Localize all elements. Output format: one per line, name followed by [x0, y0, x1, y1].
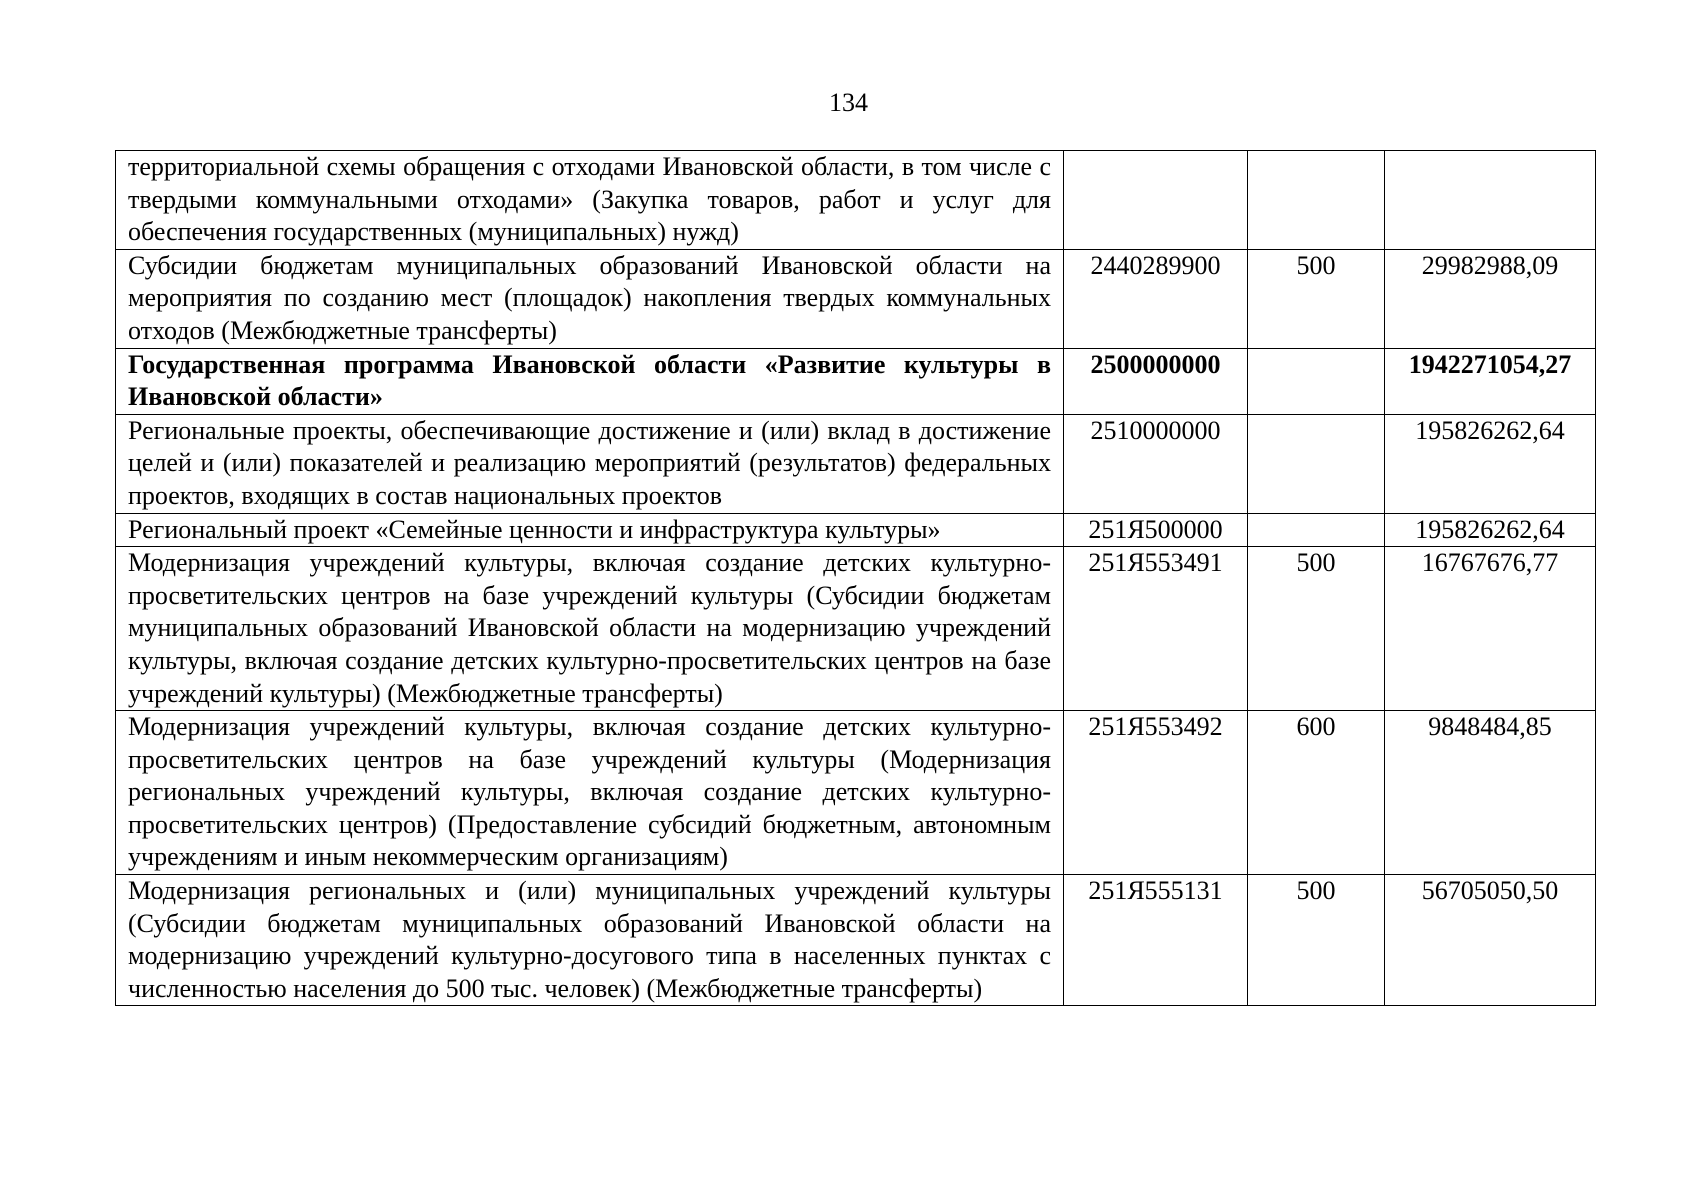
row-target-code — [1064, 151, 1248, 250]
row-amount: 195826262,64 — [1385, 513, 1596, 547]
row-amount: 29982988,09 — [1385, 249, 1596, 348]
row-expense-type: 500 — [1248, 547, 1385, 711]
row-target-code: 251Я553491 — [1064, 547, 1248, 711]
row-target-code: 2500000000 — [1064, 348, 1248, 414]
row-description: Государственная программа Ивановской области «Развитие культуры в Ивановской области» — [116, 348, 1064, 414]
row-description: Модернизация учреждений культуры, включая создание детских культурно-просветительских центров на базе учреждений культуры (Субсидии бюджетам муниципальных образований Ивановской области на модернизацию учреждений культуры, включая создание детских культурно-просветительских центров на базе учреждений культуры) (Межбюджетные трансферты) — [116, 547, 1064, 711]
row-target-code: 251Я555131 — [1064, 875, 1248, 1006]
row-description: Модернизация региональных и (или) муниципальных учреждений культуры (Субсидии бюджетам муниципальных образований Ивановской области на модернизацию учреждений культурно-досугового типа в населенных пунктах с численностью населения до 500 тыс. человек) (Межбюджетные трансферты) — [116, 875, 1064, 1006]
row-target-code: 2440289900 — [1064, 249, 1248, 348]
table-row-program-total — [116, 348, 1596, 414]
table-row — [116, 547, 1596, 711]
row-target-code: 2510000000 — [1064, 414, 1248, 513]
row-expense-type — [1248, 151, 1385, 250]
budget-table-body — [116, 151, 1596, 1006]
row-amount: 9848484,85 — [1385, 711, 1596, 875]
row-expense-type — [1248, 414, 1385, 513]
table-row — [116, 513, 1596, 547]
row-expense-type: 500 — [1248, 249, 1385, 348]
row-expense-type: 600 — [1248, 711, 1385, 875]
row-description: Субсидии бюджетам муниципальных образований Ивановской области на мероприятия по созданию мест (площадок) накопления твердых коммунальных отходов (Межбюджетные трансферты) — [116, 249, 1064, 348]
row-description: Региональные проекты, обеспечивающие достижение и (или) вклад в достижение целей и (или) показателей и реализацию мероприятий (результатов) федеральных проектов, входящих в состав национальных проектов — [116, 414, 1064, 513]
row-target-code: 251Я500000 — [1064, 513, 1248, 547]
row-amount: 56705050,50 — [1385, 875, 1596, 1006]
table-row — [116, 249, 1596, 348]
row-description: Модернизация учреждений культуры, включая создание детских культурно-просветительских центров на базе учреждений культуры (Модернизация региональных учреждений культуры, включая создание детских культурно-просветительских центров) (Предоставление субсидий бюджетным, автономным учреждениям и иным некоммерческим организациям) — [116, 711, 1064, 875]
row-description: Региональный проект «Семейные ценности и инфраструктура культуры» — [116, 513, 1064, 547]
row-amount — [1385, 151, 1596, 250]
table-row — [116, 711, 1596, 875]
row-expense-type: 500 — [1248, 875, 1385, 1006]
row-amount: 195826262,64 — [1385, 414, 1596, 513]
table-row — [116, 414, 1596, 513]
budget-table — [115, 150, 1596, 1006]
row-target-code: 251Я553492 — [1064, 711, 1248, 875]
page-number: 134 — [829, 88, 868, 117]
table-row — [116, 875, 1596, 1006]
row-expense-type — [1248, 513, 1385, 547]
row-expense-type — [1248, 348, 1385, 414]
table-row — [116, 151, 1596, 250]
row-amount: 16767676,77 — [1385, 547, 1596, 711]
row-description: территориальной схемы обращения с отходами Ивановской области, в том числе с твердыми коммунальными отходами» (Закупка товаров, работ и услуг для обеспечения государственных (муниципальных) нужд) — [116, 151, 1064, 250]
row-amount: 1942271054,27 — [1385, 348, 1596, 414]
